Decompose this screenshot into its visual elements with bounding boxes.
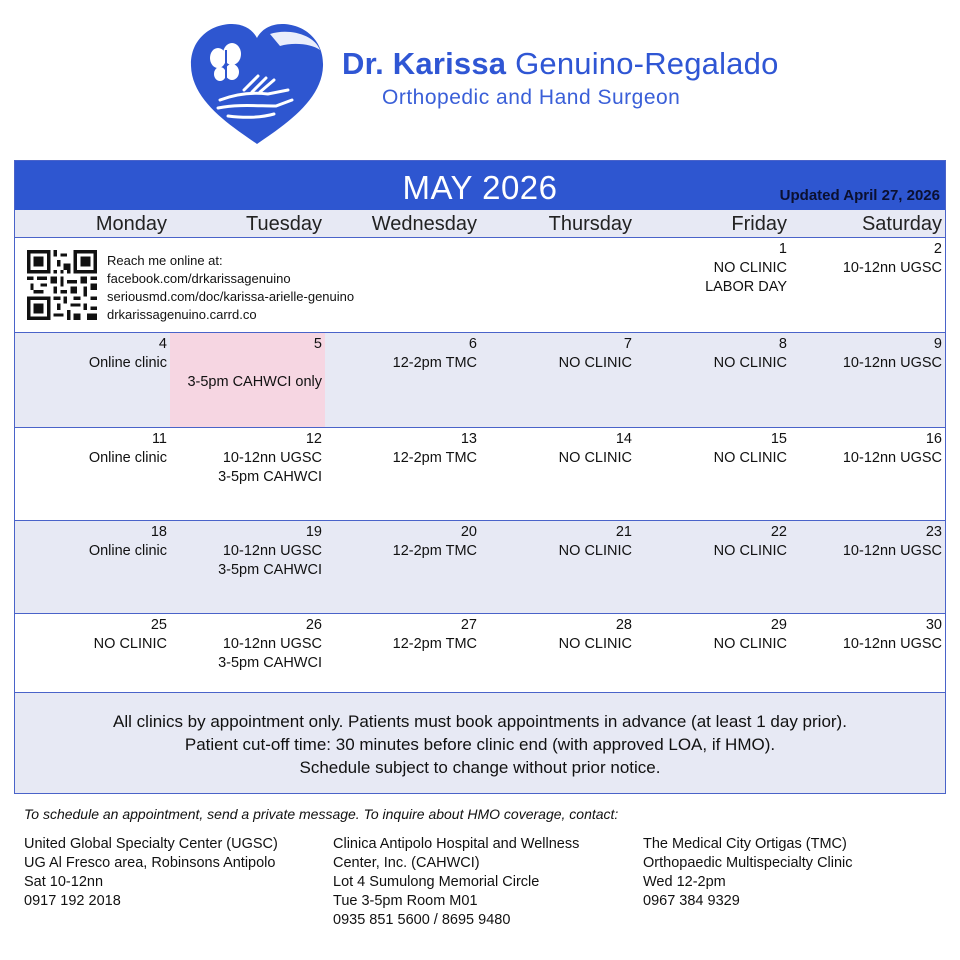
schedule-entry: 12-2pm TMC (392, 450, 477, 466)
schedule-entry: 10-12nn UGSC (842, 636, 942, 652)
schedule-entry: NO CLINIC (558, 355, 632, 371)
month-title: MAY 2026 (402, 169, 558, 206)
day-number: 5 (313, 336, 322, 352)
day-number: 20 (460, 524, 477, 540)
location-line: Clinica Antipolo Hospital and Wellness (333, 836, 580, 852)
schedule-entry: Online clinic (88, 450, 167, 466)
online-link-seriousmd[interactable]: seriousmd.com/doc/karissa-arielle-genuino (107, 289, 355, 304)
note-line: Patient cut-off time: 30 minutes before clinic end (with approved LOA, if HMO). (184, 735, 776, 754)
doctor-subtitle: Orthopedic and Hand Surgeon (382, 86, 681, 109)
day-cell (635, 238, 787, 332)
schedule-entry: 3-5pm CAHWCI (218, 562, 322, 578)
week-row (15, 333, 945, 428)
doctor-last-name: Genuino-Regalado (515, 46, 779, 81)
day-cell (635, 521, 787, 613)
location-line: Tue 3-5pm Room M01 (333, 893, 478, 909)
schedule-entry: 3-5pm CAHWCI (218, 655, 322, 671)
schedule-entry: NO CLINIC (713, 260, 787, 276)
booking-notes (15, 693, 945, 793)
online-heading: Reach me online at: (107, 253, 223, 268)
location-line: Lot 4 Sumulong Memorial Circle (333, 874, 540, 890)
day-cell (480, 333, 632, 427)
schedule-entry: Online clinic (88, 355, 167, 371)
updated-date: Updated April 27, 2026 (779, 187, 940, 204)
day-number: 7 (623, 336, 632, 352)
day-number: 25 (150, 617, 167, 633)
day-cell (635, 428, 787, 520)
day-cell (790, 428, 942, 520)
schedule-entry: NO CLINIC (558, 543, 632, 559)
online-contact-info (107, 252, 354, 324)
day-number: 4 (158, 336, 167, 352)
heart-hands-butterfly-icon (188, 20, 326, 148)
location-line: Sat 10-12nn (24, 874, 104, 890)
weekday-thursday: Thursday (548, 213, 632, 235)
schedule-entry: 10-12nn UGSC (842, 355, 942, 371)
day-cell (790, 238, 942, 332)
day-cell (325, 614, 477, 692)
schedule-entry: 3-5pm CAHWCI only (187, 374, 322, 390)
schedule-entry: 10-12nn UGSC (842, 543, 942, 559)
day-cell (15, 333, 167, 427)
day-cell (635, 614, 787, 692)
location-phone: 0917 192 2018 (24, 893, 121, 909)
location-line: The Medical City Ortigas (TMC) (643, 836, 847, 852)
schedule-entry: 10-12nn UGSC (842, 450, 942, 466)
week-row (15, 428, 945, 521)
weekday-monday: Monday (95, 213, 167, 235)
calendar (14, 160, 946, 794)
day-cell (170, 614, 322, 692)
day-cell (790, 521, 942, 613)
day-number: 11 (151, 431, 167, 447)
week-row (15, 521, 945, 614)
day-number: 12 (305, 431, 322, 447)
month-bar (15, 161, 945, 210)
day-number: 2 (933, 241, 942, 257)
day-cell (790, 614, 942, 692)
weekday-header (15, 210, 945, 238)
day-number: 26 (305, 617, 322, 633)
location-line: Orthopaedic Multispecialty Clinic (643, 855, 853, 871)
schedule-entry: 12-2pm TMC (392, 355, 477, 371)
location-cahwci (333, 835, 579, 930)
day-number: 23 (925, 524, 942, 540)
schedule-entry (170, 354, 322, 373)
header (0, 0, 960, 160)
schedule-entry: 12-2pm TMC (392, 636, 477, 652)
day-number: 8 (778, 336, 787, 352)
day-number: 14 (615, 431, 632, 447)
schedule-instructions: To schedule an appointment, send a private message. To inquire about HMO coverage, contact: (24, 806, 619, 822)
day-number: 19 (305, 524, 322, 540)
location-phone: 0967 384 9329 (643, 893, 740, 909)
schedule-entry: Online clinic (88, 543, 167, 559)
doctor-first-name: Karissa (392, 46, 507, 81)
day-number: 6 (468, 336, 477, 352)
weekday-friday: Friday (731, 213, 787, 235)
day-number: 1 (778, 241, 787, 257)
day-cell (15, 521, 167, 613)
schedule-entry: 12-2pm TMC (392, 543, 477, 559)
online-link-facebook[interactable]: facebook.com/drkarissagenuino (107, 271, 291, 286)
day-number: 27 (460, 617, 477, 633)
day-cell (480, 614, 632, 692)
day-number: 18 (150, 524, 167, 540)
note-line: Schedule subject to change without prior notice. (299, 758, 661, 777)
day-cell (15, 614, 167, 692)
schedule-entry: NO CLINIC (713, 636, 787, 652)
day-number: 15 (770, 431, 787, 447)
location-line: Center, Inc. (CAHWCI) (333, 855, 480, 871)
schedule-entry: 10-12nn UGSC (222, 543, 322, 559)
schedule-entry: NO CLINIC (713, 450, 787, 466)
schedule-entry: NO CLINIC (713, 355, 787, 371)
online-link-carrd[interactable]: drkarissagenuino.carrd.co (107, 307, 257, 322)
weekday-wednesday: Wednesday (371, 213, 477, 235)
weekday-saturday: Saturday (861, 213, 942, 235)
day-cell (325, 333, 477, 427)
weekday-tuesday: Tuesday (246, 213, 322, 235)
day-cell (480, 428, 632, 520)
schedule-entry: NO CLINIC (558, 636, 632, 652)
location-ugsc (24, 835, 278, 911)
day-cell (635, 333, 787, 427)
schedule-entry: NO CLINIC (93, 636, 167, 652)
day-cell (15, 428, 167, 520)
schedule-entry: 3-5pm CAHWCI (218, 469, 322, 485)
schedule-entry: NO CLINIC (713, 543, 787, 559)
day-number: 21 (615, 524, 632, 540)
week-row (15, 238, 945, 333)
day-cell (790, 333, 942, 427)
schedule-entry: 10-12nn UGSC (222, 450, 322, 466)
schedule-entry: NO CLINIC (558, 450, 632, 466)
location-line: United Global Specialty Center (UGSC) (24, 836, 278, 852)
day-number: 16 (925, 431, 942, 447)
day-number: 9 (933, 336, 942, 352)
doctor-prefix: Dr. (342, 46, 384, 81)
day-cell (325, 428, 477, 520)
day-cell (325, 521, 477, 613)
day-number: 29 (770, 617, 787, 633)
note-line: All clinics by appointment only. Patients must book appointments in advance (at least 1 day prior). (113, 712, 847, 731)
day-cell (170, 428, 322, 520)
day-number: 30 (925, 617, 942, 633)
schedule-entry: 10-12nn UGSC (842, 260, 942, 276)
week-row (15, 614, 945, 693)
schedule-entry: LABOR DAY (705, 279, 787, 295)
day-cell-highlighted (170, 333, 325, 427)
qr-code-icon (27, 250, 97, 320)
schedule-entry: 10-12nn UGSC (222, 636, 322, 652)
day-number: 13 (460, 431, 477, 447)
doctor-name (342, 46, 779, 82)
location-line: Wed 12-2pm (643, 874, 726, 890)
location-phone: 0935 851 5600 / 8695 9480 (333, 912, 511, 928)
day-cell (480, 521, 632, 613)
day-number: 28 (615, 617, 632, 633)
location-line: UG Al Fresco area, Robinsons Antipolo (24, 855, 276, 871)
day-cell (170, 521, 322, 613)
location-tmc (643, 835, 853, 911)
day-number: 22 (770, 524, 787, 540)
